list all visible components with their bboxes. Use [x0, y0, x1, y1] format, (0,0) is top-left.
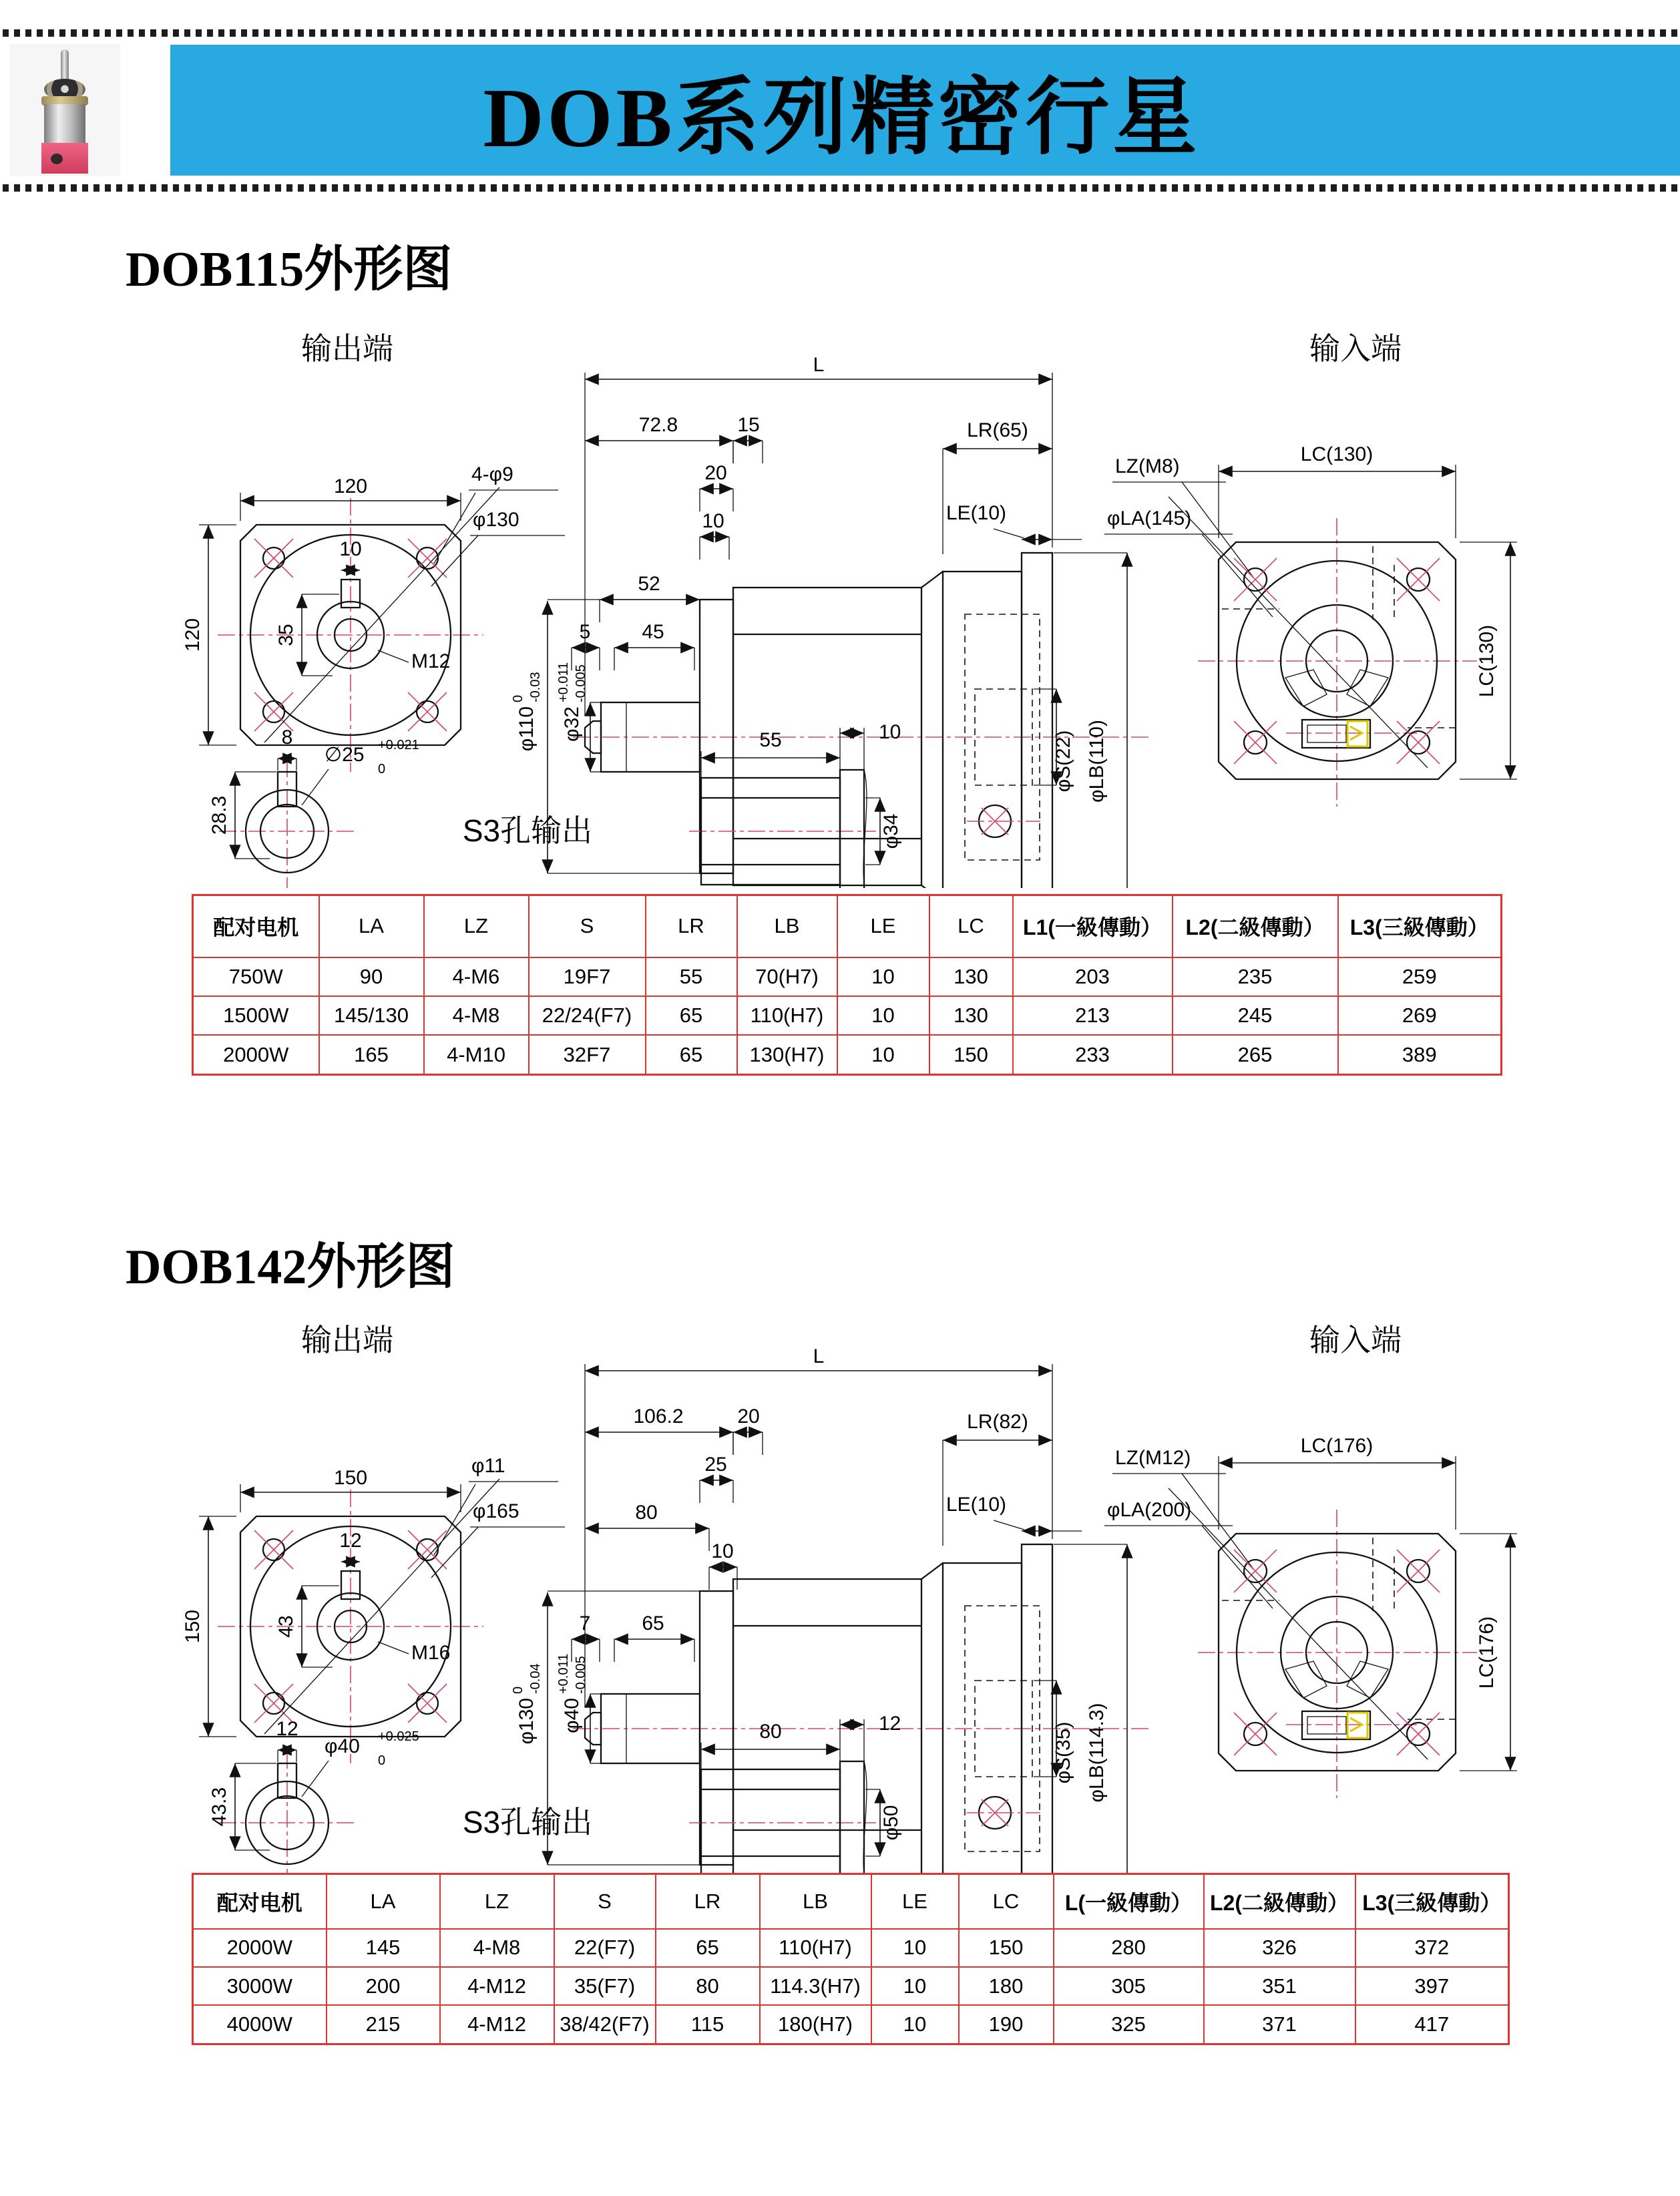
d1-label: 72.8	[638, 414, 678, 436]
hollow-shaft-section	[689, 721, 902, 888]
tolerance-label	[511, 1663, 543, 1744]
sup-label: +0.011	[556, 662, 571, 702]
cell: 65	[646, 1035, 737, 1074]
col-header: S	[554, 1874, 656, 1929]
cell: 150	[959, 1929, 1054, 1967]
cell: 130	[929, 957, 1013, 996]
col-header: LR	[646, 895, 737, 957]
h-label: 120	[182, 618, 204, 652]
col-header: 配对电机	[193, 1874, 327, 1929]
s-label: φS(35)	[1052, 1721, 1074, 1784]
cell: 4-M10	[424, 1035, 529, 1074]
input-label: 输入端	[1309, 1323, 1402, 1357]
lc_top-label: LC(130)	[1300, 443, 1374, 465]
cell: 32F7	[529, 1035, 646, 1074]
drawing-dob115	[0, 300, 1680, 888]
construction-diagonal	[264, 1479, 499, 1734]
cell: 10	[871, 2005, 959, 2044]
table-row	[193, 2005, 1509, 2044]
cell: 213	[1013, 996, 1173, 1035]
photo-gearbox-body	[44, 104, 85, 144]
photo-base-hole	[51, 154, 63, 164]
section-title-dob142: DOB142外形图	[126, 1240, 455, 1295]
cell: 372	[1355, 1929, 1509, 1967]
hatch-wedge	[1285, 1661, 1327, 1698]
h-label: 150	[182, 1609, 204, 1644]
d4-label: 10	[702, 510, 724, 532]
cell: 150	[929, 1035, 1013, 1074]
d6-label: 7	[579, 1612, 591, 1634]
cell: 371	[1204, 2005, 1355, 2044]
key_w-label: 12	[276, 1718, 298, 1740]
w-label: 120	[333, 475, 368, 497]
d3-label: 20	[704, 462, 727, 484]
cell: 245	[1173, 996, 1338, 1035]
base-label: φ40	[561, 1698, 583, 1733]
cell: 190	[959, 2005, 1054, 2044]
lb-label: φLB(110)	[1086, 720, 1108, 803]
col-header: LC	[959, 1874, 1054, 1929]
cell: 203	[1013, 957, 1173, 996]
cell: 110(H7)	[737, 996, 837, 1035]
depth-label: 28.3	[208, 795, 230, 835]
sup-label: +0.011	[556, 1653, 571, 1694]
clamp-screw-highlight	[1347, 1713, 1368, 1738]
cell: 180(H7)	[760, 2005, 871, 2044]
col-header: LZ	[424, 895, 529, 957]
table-row	[193, 1929, 1509, 1967]
cell: 10	[837, 996, 929, 1035]
L-label: L	[813, 354, 825, 376]
s3-label: S3孔输出	[462, 1805, 593, 1839]
clamp-screw-highlight	[1347, 721, 1368, 746]
cell: 325	[1054, 2005, 1204, 2044]
line	[921, 885, 943, 888]
hatch-wedge	[1347, 670, 1388, 706]
construction-diagonal	[1169, 1488, 1428, 1759]
leader	[434, 1484, 475, 1555]
leader	[434, 493, 475, 564]
clamp-inner	[1307, 1717, 1346, 1734]
cell: 259	[1338, 957, 1502, 996]
depth-label: 43.3	[208, 1787, 230, 1827]
output-label: 输出端	[301, 1323, 393, 1357]
cell: 265	[1173, 1035, 1338, 1074]
photo-pink-base	[41, 143, 88, 174]
cell: 65	[646, 996, 737, 1035]
clamp-inner	[1307, 725, 1346, 742]
cell: 1500W	[193, 996, 319, 1035]
cell: 145	[327, 1929, 440, 1967]
leader	[994, 1520, 1024, 1530]
base-label: ∅25	[325, 744, 365, 766]
col-header: L2(二級傳動）	[1173, 895, 1338, 957]
cell: 130(H7)	[737, 1035, 837, 1074]
cell: 65	[656, 1929, 760, 1967]
cap-label: 12	[879, 1713, 901, 1735]
base-label: φ40	[325, 1735, 360, 1757]
cell: 114.3(H7)	[760, 1967, 871, 2005]
la-label: φLA(145)	[1107, 507, 1192, 529]
cell: 35(F7)	[554, 1967, 656, 2005]
s-label: φS(22)	[1052, 730, 1074, 793]
sub-label: 0	[378, 1753, 386, 1768]
output-flange-view	[182, 331, 565, 772]
cell: 180	[959, 1967, 1054, 2005]
cell: 10	[871, 1929, 959, 1967]
page-title: DOB系列精密行星	[483, 71, 1201, 165]
key_w-label: 8	[281, 726, 293, 748]
col-header: LR	[656, 1874, 760, 1929]
front-flange	[700, 1591, 733, 1865]
col-header: L3(三級傳動）	[1338, 895, 1502, 957]
cell: 351	[1204, 1967, 1355, 2005]
construction-diagonal	[264, 487, 499, 742]
cell: 305	[1054, 1967, 1204, 2005]
photo-shaft	[61, 49, 69, 83]
cell: 55	[646, 957, 737, 996]
s3-label: S3孔输出	[462, 813, 593, 848]
base-label: φ110	[515, 706, 538, 752]
cell: 4000W	[193, 2005, 327, 2044]
cell: 4-M8	[440, 1929, 554, 1967]
cell: 90	[319, 957, 424, 996]
w-label: 150	[333, 1467, 368, 1489]
drawing-dob142	[0, 1292, 1680, 1880]
d5-label: 10	[711, 1540, 734, 1562]
cell: 165	[319, 1035, 424, 1074]
cell: 10	[871, 1967, 959, 2005]
output-flange-view	[182, 1323, 565, 1763]
le-label: LE(10)	[946, 1494, 1007, 1516]
sub-label: 0	[378, 762, 386, 777]
bc-label: φ130	[473, 509, 519, 531]
key_h-label: 43	[275, 1615, 297, 1638]
cell: 280	[1054, 1929, 1204, 1967]
cell: 3000W	[193, 1967, 327, 2005]
spec-table-dob115	[192, 894, 1502, 1076]
input-block	[943, 1563, 1022, 1880]
leader	[378, 650, 409, 662]
tolerance-label	[511, 672, 543, 751]
output-label: 输出端	[301, 331, 393, 366]
col-header: LB	[760, 1874, 871, 1929]
lc_side-label: LC(130)	[1476, 624, 1498, 698]
leader	[1202, 1526, 1273, 1608]
cell: 200	[327, 1967, 440, 2005]
hatch-wall-bottom	[701, 865, 840, 885]
dashed-divider-bottom	[3, 184, 1677, 192]
side-view	[511, 1345, 1273, 1880]
lc_side-label: LC(176)	[1476, 1616, 1498, 1689]
col-header: LB	[737, 895, 837, 957]
key_h-label: 35	[275, 624, 297, 646]
input-flange-view	[1169, 1323, 1517, 1798]
product-photo	[9, 44, 120, 176]
cell: 22(F7)	[554, 1929, 656, 1967]
hatch-wedge	[1285, 670, 1327, 706]
key_w-label: 10	[339, 538, 362, 560]
tube_l-label: 80	[759, 1721, 782, 1743]
col-header: LA	[319, 895, 424, 957]
cell: 397	[1355, 1967, 1509, 2005]
cell: 22/24(F7)	[529, 996, 646, 1035]
thread-label: M12	[411, 650, 451, 672]
thread-label: M16	[411, 1642, 451, 1664]
sup-label: 0	[511, 1686, 526, 1694]
d6-label: 5	[579, 621, 591, 643]
cell: 10	[837, 957, 929, 996]
col-header: S	[529, 895, 646, 957]
header-banner	[170, 45, 1680, 176]
lr-label: LR(82)	[967, 1411, 1028, 1433]
cell: 235	[1173, 957, 1338, 996]
table-row	[193, 996, 1502, 1035]
cell: 2000W	[193, 1929, 327, 1967]
sub-label: -0.03	[528, 672, 543, 702]
tolerance-label	[556, 662, 588, 742]
leader	[378, 1642, 409, 1654]
input-label: 输入端	[1309, 331, 1402, 366]
le-label: LE(10)	[946, 502, 1007, 524]
d7-label: 45	[642, 621, 664, 643]
cell: 110(H7)	[760, 1929, 871, 1967]
hatch-wall-top	[701, 778, 840, 798]
cell: 215	[327, 2005, 440, 2044]
cell: 326	[1204, 1929, 1355, 1967]
holes-label: 4-φ9	[471, 463, 513, 485]
sup-label: 0	[511, 694, 526, 702]
d2-label: 15	[737, 414, 760, 436]
end-cap	[840, 1761, 864, 1880]
leader	[994, 529, 1024, 538]
bc-label: φ165	[473, 1500, 519, 1522]
d5-label: 52	[638, 573, 660, 595]
cell: 233	[1013, 1035, 1173, 1074]
cell: 130	[929, 996, 1013, 1035]
cell: 2000W	[193, 1035, 319, 1074]
cell: 4-M12	[440, 1967, 554, 2005]
cell: 417	[1355, 2005, 1509, 2044]
hollow-shaft-section	[689, 1713, 902, 1880]
sub-label: -0.005	[574, 664, 588, 702]
input-flange-view	[1169, 331, 1517, 807]
hatch-wedge	[1347, 1661, 1388, 1698]
tolerance-label	[556, 1654, 588, 1733]
section-title-dob115: DOB115外形图	[126, 242, 453, 297]
cell: 4-M8	[424, 996, 529, 1035]
side-view	[511, 354, 1273, 888]
tube_l-label: 55	[759, 729, 782, 751]
lz-label: LZ(M12)	[1115, 1447, 1191, 1469]
d1-label: 106.2	[633, 1405, 684, 1428]
cell: 389	[1338, 1035, 1502, 1074]
sup-label: +0.025	[378, 1729, 419, 1744]
col-header: L3(三級傳動）	[1355, 1874, 1509, 1929]
col-header: LE	[837, 895, 929, 957]
col-header: L(一級傳動）	[1054, 1874, 1204, 1929]
spec-table-dob142	[192, 1873, 1510, 2045]
bore_d-label: φ34	[880, 813, 902, 849]
sub-label: -0.005	[574, 1656, 588, 1694]
col-header: LZ	[440, 1874, 554, 1929]
cell: 4-M12	[440, 2005, 554, 2044]
end-cap	[840, 770, 864, 888]
cell: 38/42(F7)	[554, 2005, 656, 2044]
line	[921, 572, 943, 588]
cell: 4-M6	[424, 957, 529, 996]
sup-label: +0.021	[378, 738, 419, 752]
motor-plate	[1022, 1544, 1052, 1880]
lc_top-label: LC(176)	[1300, 1435, 1374, 1457]
cell: 19F7	[529, 957, 646, 996]
input-block	[943, 572, 1022, 888]
base-label: φ130	[515, 1698, 538, 1745]
cell: 750W	[193, 957, 319, 996]
d2-label: 20	[737, 1405, 760, 1428]
cell: 10	[837, 1035, 929, 1074]
hatch-wall-top	[701, 1769, 840, 1789]
table-row	[193, 957, 1502, 996]
bore_d-label: φ50	[880, 1805, 902, 1841]
leader	[1202, 534, 1273, 617]
dashed-divider-top	[3, 29, 1677, 37]
L-label: L	[813, 1345, 825, 1367]
col-header: LC	[929, 895, 1013, 957]
col-header: L2(二級傳動）	[1204, 1874, 1355, 1929]
cell: 115	[656, 2005, 760, 2044]
lz-label: LZ(M8)	[1115, 455, 1180, 477]
d3-label: 25	[704, 1454, 727, 1476]
col-header: L1(一級傳動）	[1013, 895, 1173, 957]
construction-diagonal	[1169, 497, 1428, 768]
lb-label: φLB(114.3)	[1086, 1703, 1108, 1803]
cell: 70(H7)	[737, 957, 837, 996]
cap-label: 10	[879, 721, 901, 743]
cell: 145/130	[319, 996, 424, 1035]
cell: 80	[656, 1967, 760, 2005]
sub-label: -0.04	[528, 1663, 543, 1694]
motor-plate	[1022, 553, 1052, 888]
d4-label: 80	[635, 1502, 658, 1524]
lr-label: LR(65)	[967, 419, 1028, 441]
base-label: φ32	[561, 706, 583, 742]
col-header: LA	[327, 1874, 440, 1929]
table-row	[193, 1967, 1509, 2005]
d7-label: 65	[642, 1612, 664, 1634]
holes-label: φ11	[471, 1455, 505, 1477]
front-flange	[700, 600, 733, 873]
cell: 269	[1338, 996, 1502, 1035]
col-header: LE	[871, 1874, 959, 1929]
key_w-label: 12	[339, 1530, 362, 1552]
line	[921, 1563, 943, 1579]
col-header: 配对电机	[193, 895, 319, 957]
table-row	[193, 1035, 1502, 1074]
la-label: φLA(200)	[1107, 1499, 1192, 1521]
